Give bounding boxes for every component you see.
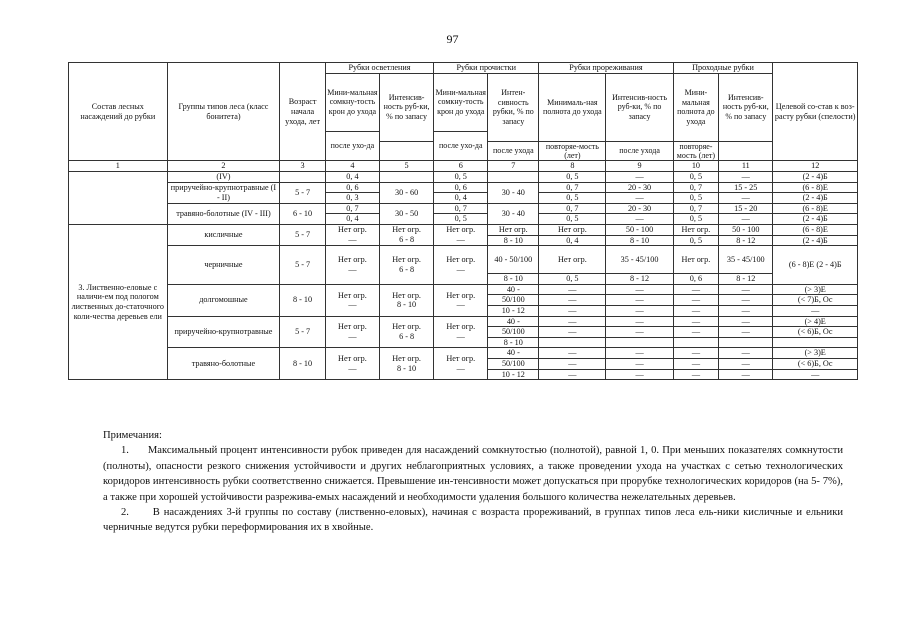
col-num: 2 — [167, 161, 280, 172]
cell: Нет огр. 6 - 8 — [380, 316, 434, 348]
cell: 0, 5 — [539, 193, 606, 204]
cell: — — [673, 327, 719, 338]
cell: — — [719, 295, 773, 306]
table-row — [69, 172, 858, 183]
cell: Нет огр. — [673, 224, 719, 235]
cell: 0, 5 — [434, 214, 488, 225]
note-1 — [103, 443, 843, 505]
cell: 0, 7 — [673, 182, 719, 193]
header-osvetlenie: Рубки осветления — [325, 63, 433, 74]
cell: 0, 6 — [434, 182, 488, 193]
table-row — [69, 203, 858, 214]
cell: 8 - 10 — [606, 235, 673, 246]
cell: Нет огр. — — [434, 348, 488, 380]
cell: Нет огр. — — [434, 224, 488, 245]
cell: (2 - 4)Б — [773, 193, 858, 204]
note-2 — [103, 505, 843, 536]
col-num: 3 — [280, 161, 326, 172]
cell: Нет огр. 8 - 10 — [380, 284, 434, 316]
header-after-3: после ухода — [488, 141, 539, 161]
cell: Нет огр. — — [434, 316, 488, 348]
cell: (2 - 4)Б — [773, 235, 858, 246]
table-row — [69, 316, 858, 327]
cell: — — [539, 316, 606, 327]
table-row — [69, 348, 858, 359]
cell: 0, 4 — [539, 235, 606, 246]
forest-type: долгомошные — [167, 284, 280, 316]
cell: Нет огр. — [539, 246, 606, 274]
forest-type: приручейно-крупнотравные — [167, 316, 280, 348]
cell: — — [606, 327, 673, 338]
cell: 15 - 25 — [719, 182, 773, 193]
col-num: 11 — [719, 161, 773, 172]
cell: Нет огр. — [488, 224, 539, 235]
cell: — — [673, 284, 719, 295]
header-repeat-1: повторяе-мость (лет) — [539, 141, 606, 161]
cell: (> 4)Е — [773, 316, 858, 327]
cell: — — [606, 295, 673, 306]
cell: 5 - 7 — [280, 224, 326, 245]
cell: 50/100 — [488, 327, 539, 338]
cell: 0, 5 — [673, 193, 719, 204]
cell: (> 3)Е — [773, 284, 858, 295]
cell: 0, 5 — [434, 172, 488, 183]
cell: Нет огр. — — [434, 246, 488, 285]
header-forest-types: Группы типов леса (класс бонитета) — [167, 63, 280, 161]
cell: 15 - 20 — [719, 203, 773, 214]
header-min-density-1: Минималь-ная полнота до ухода — [539, 73, 606, 141]
cell: 30 - 40 — [488, 182, 539, 203]
group-3-label: 3. Лиственно-еловые с наличи-ем под пологом лиственных до-статочного коли-чества деревьев ели — [69, 224, 168, 379]
cell — [773, 337, 858, 348]
cell: — — [773, 369, 858, 380]
cell — [380, 172, 434, 183]
cell: 35 - 45/100 — [719, 246, 773, 274]
header-prochistka-blank — [380, 141, 434, 161]
group-cell-blank — [69, 172, 168, 225]
cell: 30 - 60 — [380, 182, 434, 203]
header-intensity-4: Интенсив-ность руб-ки, % по запасу — [719, 73, 773, 141]
cell: 8 - 10 — [280, 284, 326, 316]
cell: 0, 7 — [673, 203, 719, 214]
cell: 20 - 30 — [606, 182, 673, 193]
cell: — — [606, 214, 673, 225]
cell: — — [606, 284, 673, 295]
cell: 40 - 50/100 — [488, 246, 539, 274]
cell: — — [539, 348, 606, 359]
cell: 0, 7 — [539, 182, 606, 193]
cell: Нет огр. — — [325, 316, 379, 348]
cell: (> 3)Е — [773, 348, 858, 359]
cell: 0, 4 — [325, 172, 379, 183]
cell: 0, 5 — [673, 172, 719, 183]
cell: 8 - 10 — [280, 348, 326, 380]
cell: — — [539, 358, 606, 369]
cell: 0, 6 — [325, 182, 379, 193]
cell: — — [719, 348, 773, 359]
forest-type: черничные — [167, 246, 280, 285]
cell: Нет огр. — [673, 246, 719, 274]
table-row — [69, 284, 858, 295]
cell: 5 - 7 — [280, 182, 326, 203]
header-intensity-2: Интен-сивность рубки, % по запасу — [488, 73, 539, 141]
cell: 0, 4 — [434, 193, 488, 204]
page-number: 97 — [446, 32, 459, 46]
header-after-1: после ухо-да — [325, 131, 379, 161]
header-after-2: после ухо-да — [434, 131, 488, 161]
cell: 8 - 12 — [719, 235, 773, 246]
forest-type: (IV) — [167, 172, 280, 183]
cell: 50 - 100 — [719, 224, 773, 235]
notes-section — [103, 428, 843, 536]
cell — [719, 337, 773, 348]
forest-type: травяно-болотные (IV - III) — [167, 203, 280, 224]
cell: Нет огр. — [539, 224, 606, 235]
header-target-composition: Целевой со-став к воз-расту рубки (спелости) — [773, 63, 858, 161]
table-row — [69, 182, 858, 193]
cell: 0, 5 — [539, 274, 606, 285]
cell: (< 6)Б, Ос — [773, 358, 858, 369]
cell: — — [606, 305, 673, 316]
cell: — — [719, 327, 773, 338]
cell: 6 - 10 — [280, 203, 326, 224]
cell: 20 - 30 — [606, 203, 673, 214]
cell: — — [539, 284, 606, 295]
cell: 50/100 — [488, 358, 539, 369]
header-min-density-2: Мини-мальная полнота до ухода — [673, 73, 719, 141]
cell: 0, 6 — [673, 274, 719, 285]
cell: — — [606, 369, 673, 380]
cell: — — [719, 193, 773, 204]
cell: (6 - 8)Е — [773, 182, 858, 193]
cell: — — [719, 358, 773, 369]
cell: — — [606, 316, 673, 327]
col-num: 6 — [434, 161, 488, 172]
cell: 50 - 100 — [606, 224, 673, 235]
cell: 0, 3 — [325, 193, 379, 204]
cell: (2 - 4)Б — [773, 172, 858, 183]
cell: 8 - 10 — [488, 235, 539, 246]
cell: — — [539, 369, 606, 380]
col-num: 5 — [380, 161, 434, 172]
col-num: 1 — [69, 161, 168, 172]
header-after-4: после ухода — [606, 141, 673, 161]
cell: — — [773, 305, 858, 316]
header-min-closure-1: Мини-мальная сомкну-тость крон до ухода — [325, 73, 379, 131]
col-num: 4 — [325, 161, 379, 172]
cell: 40 - — [488, 284, 539, 295]
header-prohodnye: Проходные рубки — [673, 63, 773, 74]
cell: 5 - 7 — [280, 316, 326, 348]
cell: Нет огр. — — [325, 284, 379, 316]
cell: — — [539, 305, 606, 316]
cell: — — [673, 369, 719, 380]
note-1-number: 1. — [121, 445, 129, 457]
cell: — — [673, 348, 719, 359]
cell: — — [606, 358, 673, 369]
cell: 0, 5 — [539, 172, 606, 183]
cell: 30 - 50 — [380, 203, 434, 224]
cell: — — [673, 316, 719, 327]
cell: 0, 7 — [539, 203, 606, 214]
cell: 8 - 12 — [606, 274, 673, 285]
cell: (2 - 4)Б — [773, 214, 858, 225]
cell: 0, 5 — [539, 214, 606, 225]
notes-title: Примечания: — [103, 430, 162, 441]
cell: 40 - — [488, 348, 539, 359]
note-2-text: В насаждениях 3-й группы по составу (лиственно-еловых), начиная с возраста прореживаний, в группах типов леса ель-ники кисличные и ельники черничные ведутся рубки переформирования их в хвойные. — [103, 507, 844, 534]
cell: — — [606, 172, 673, 183]
cell: 10 - 12 — [488, 305, 539, 316]
header-start-age: Возраст начала ухода, лет — [280, 63, 326, 161]
header-repeat-2: повторяе-мость (лет) — [673, 141, 719, 161]
cell: 0, 4 — [325, 214, 379, 225]
cell: (6 - 8)Е (2 - 4)Б — [773, 246, 858, 285]
cell: 5 - 7 — [280, 246, 326, 285]
cell: — — [719, 284, 773, 295]
header-prorezhivanie: Рубки прореживания — [539, 63, 673, 74]
forest-type: травяно-болотные — [167, 348, 280, 380]
cell — [606, 337, 673, 348]
cell: (6 - 8)Е — [773, 224, 858, 235]
header-intensity-1: Интенсив-ность руб-ки, % по запасу — [380, 73, 434, 141]
cell: — — [719, 305, 773, 316]
forest-type: кисличные — [167, 224, 280, 245]
cell: 0, 5 — [673, 214, 719, 225]
cell: Нет огр. 6 - 8 — [380, 246, 434, 285]
cell: 35 - 45/100 — [606, 246, 673, 274]
cell: Нет огр. 6 - 8 — [380, 224, 434, 245]
forest-type: приручейно-крупнотравные (I - II) — [167, 182, 280, 203]
header-prochistka: Рубки прочистки — [434, 63, 539, 74]
col-num: 10 — [673, 161, 719, 172]
cell: 8 - 10 — [488, 274, 539, 285]
cell: Нет огр. 8 - 10 — [380, 348, 434, 380]
cell: — — [673, 305, 719, 316]
cell: Нет огр. — — [325, 224, 379, 245]
cell: 50/100 — [488, 295, 539, 306]
col-num: 8 — [539, 161, 606, 172]
cell: 8 - 12 — [719, 274, 773, 285]
cell: Нет огр. — — [434, 284, 488, 316]
cell — [488, 172, 539, 183]
cell: — — [539, 295, 606, 306]
note-2-number: 2. — [121, 507, 129, 519]
cell: 8 - 10 — [488, 337, 539, 348]
cell: — — [606, 193, 673, 204]
cell — [280, 172, 326, 183]
cell: 40 - — [488, 316, 539, 327]
cell: Нет огр. — — [325, 348, 379, 380]
cell: 30 - 40 — [488, 203, 539, 224]
cell: — — [719, 316, 773, 327]
col-num: 7 — [488, 161, 539, 172]
cell: — — [673, 358, 719, 369]
cell — [539, 337, 606, 348]
cell: — — [719, 172, 773, 183]
cell: Нет огр. — — [325, 246, 379, 285]
cell: (< 6)Б, Ос — [773, 327, 858, 338]
col-num: 12 — [773, 161, 858, 172]
header-composition: Состав лесных насаждений до рубки — [69, 63, 168, 161]
table-row — [69, 246, 858, 274]
col-num: 9 — [606, 161, 673, 172]
cell: 0, 7 — [325, 203, 379, 214]
column-numbers-row — [69, 161, 858, 172]
table-row — [69, 224, 858, 235]
header-intensity-3: Интенсив-ность руб-ки, % по запасу — [606, 73, 673, 141]
cell: (6 - 8)Е — [773, 203, 858, 214]
cell: (< 7)Б, Ос — [773, 295, 858, 306]
note-1-text: Максимальный процент интенсивности рубок приведен для насаждений сомкнутостью (полнотой), равной 1, 0. При меньших показателях сомкнутости (полноты), опасности резкого снижения устойчивости и других неблагоприятных условиях, а также проведении ухода на участках с сетью технологических коридоров интенсивность рубки соответственно снижается. Превышение ин-тенсивности может допускаться при прорубке технологических коридоров (на 5- 7%), а также при хорошей устойчивости разрежива-емых насаждений и необходимости удаления большого количества нежелательных деревьев. — [103, 445, 844, 503]
cell: 0, 5 — [673, 235, 719, 246]
cell — [673, 337, 719, 348]
forest-care-table — [68, 62, 858, 380]
cell: — — [719, 214, 773, 225]
cell: — — [673, 295, 719, 306]
cell: 0, 7 — [434, 203, 488, 214]
cell: — — [539, 327, 606, 338]
cell: — — [606, 348, 673, 359]
header-min-closure-2: Мини-мальная сомкну-тость крон до ухода — [434, 73, 488, 131]
cell: — — [719, 369, 773, 380]
cell: 10 - 12 — [488, 369, 539, 380]
